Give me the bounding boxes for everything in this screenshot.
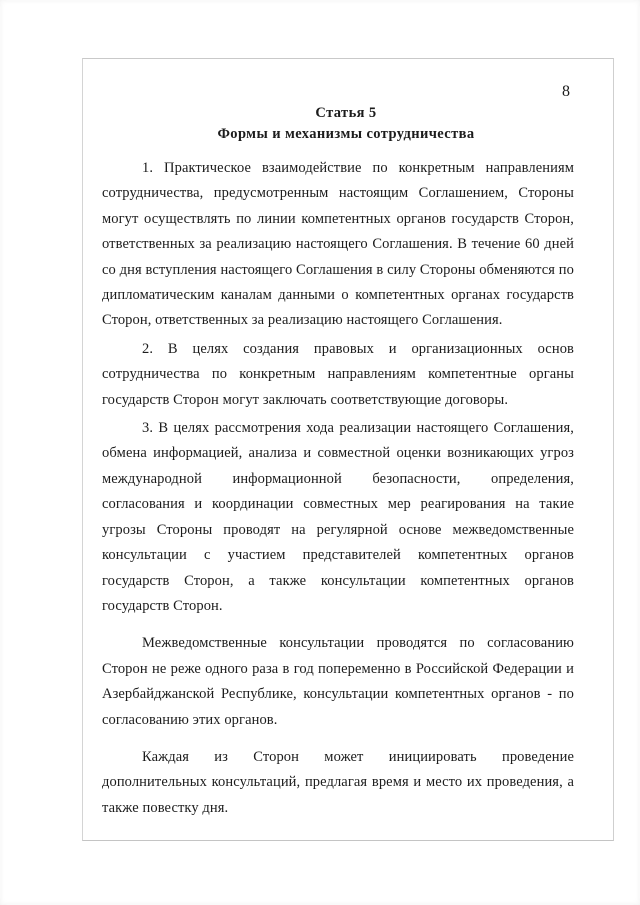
article-body [102, 156, 574, 821]
article-number: Статья 5 [315, 105, 377, 121]
paragraph-2: 2. В целях создания правовых и организационных основ сотрудничества по конкретным направлениям компетентные органы государств Сторон могут заключать соответствующие договоры. [102, 340, 574, 408]
paragraph-1: 1. Практическое взаимодействие по конкретным направлениям сотрудничества, предусмотренным настоящим Соглашением, Стороны могут осуществлять по линии компетентных органов государств Сторон, ответственных за реализацию настоящего Соглашения. В течение 60 дней со дня вступления настоящего Соглашения в силу Стороны обменяются по дипломатическим каналам данными о компетентных органах государств Сторон, ответственных за реализацию настоящего Соглашения. [102, 160, 574, 329]
paragraph-5: Каждая из Сторон может инициировать проведение дополнительных консультаций, предлагая время и место их проведения, а также повестку дня. [102, 748, 574, 816]
page-number: 8 [562, 83, 570, 100]
paragraph-4: Межведомственные консультации проводятся по согласованию Сторон не реже одного раза в год попеременно в Российской Федерации и Азербайджанской Республике, консультации компетентных органов - по согласованию этих органов. [102, 635, 574, 728]
paragraph-3: 3. В целях рассмотрения хода реализации настоящего Соглашения, обмена информацией, анализа и совместной оценки возникающих угроз международной информационной безопасности, определения, согласования и координации совместных мер реагирования на такие угрозы Стороны проводят на регулярной основе межведомственные консультации с участием представителей компетентных органов государств Сторон, а также консультации компетентных органов государств Сторон. [102, 420, 574, 614]
article-title: Формы и механизмы сотрудничества [217, 126, 475, 142]
